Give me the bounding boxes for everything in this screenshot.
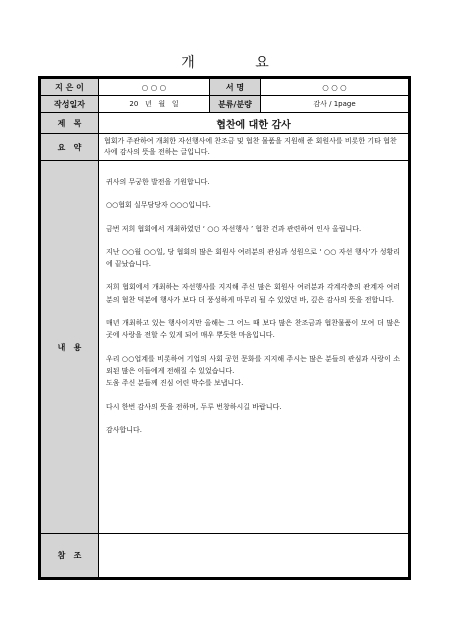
author-label: 지 은 이 — [41, 79, 99, 96]
content-paragraph: ○○협회 실무담당자 ○○○입니다. — [106, 201, 211, 210]
content-paragraph: 감사합니다. — [106, 425, 143, 434]
page-title: 개 요 — [181, 55, 297, 71]
content-body — [99, 161, 409, 534]
content-row — [41, 161, 409, 534]
date-label: 작성일자 — [41, 96, 99, 113]
category-label: 분류/분량 — [210, 96, 261, 113]
date-value: 20 년 월 일 — [99, 96, 210, 113]
author-row — [41, 79, 409, 96]
content-label: 내 용 — [41, 161, 99, 534]
author-value: ○ ○ ○ — [99, 79, 210, 96]
reference-value — [99, 534, 409, 578]
date-row — [41, 96, 409, 113]
reference-row — [41, 534, 409, 578]
signature-label: 서 명 — [210, 79, 261, 96]
summary-row — [41, 134, 409, 161]
content-paragraph: 저희 협회에서 개최하는 자선행사를 지지해 주신 많은 회원사 여러분과 각계각층의 관계자 여러분의 협찬 덕분에 행사가 보다 더 풍성하게 마무리 될 수 있었던 바, 깊은 감사의 뜻을 전합니다. — [106, 283, 400, 304]
content-paragraph: 매년 개최하고 있는 행사이지만 올해는 그 어느 때 보다 많은 찬조금과 협찬물품이 모여 더 많은 곳에 사랑을 전할 수 있게 되어 매우 뿌듯한 마음입니다. — [106, 319, 400, 340]
content-paragraph: 다시 한번 감사의 뜻을 전하며, 두루 번창하시길 바랍니다. — [106, 402, 282, 411]
content-paragraph: 귀사의 무궁한 발전을 기원합니다. — [106, 178, 210, 186]
subject-value: 협찬에 대한 감사 — [99, 113, 409, 134]
subject-label: 제 목 — [41, 113, 99, 134]
summary-form — [38, 76, 411, 580]
subject-row — [41, 113, 409, 134]
summary-label: 요 약 — [41, 134, 99, 161]
content-paragraph: 지난 ○○월 ○○일, 당 협회의 많은 회원사 여러분의 관심과 성원으로 ‘ ○○ 자선 행사’가 성황리에 끝났습니다. — [106, 247, 400, 269]
signature-value: ○ ○ ○ — [261, 79, 409, 96]
summary-value: 협회가 주관하여 개최한 자선행사에 찬조금 및 협찬 물품을 지원해 준 회원사를 비롯한 기타 협찬사에 감사의 뜻을 전하는 글입니다. — [99, 134, 409, 161]
content-paragraph: 우리 ○○업계를 비롯하여 기업의 사회 공헌 문화를 지지해 주시는 많은 분들의 관심과 사랑이 소외된 많은 이들에게 전해질 수 있었습니다. 도움 주신 분들께 진심 어린 박수를 보냅니다. — [106, 354, 400, 388]
form-table — [40, 78, 409, 578]
category-value: 감사 / 1page — [261, 96, 409, 113]
reference-label: 참 조 — [41, 534, 99, 578]
content-paragraph: 금번 저희 협회에서 개최하였던 ‘ ○○ 자선행사 ’ 협찬 건과 관련하여 인사 올립니다. — [106, 224, 362, 233]
